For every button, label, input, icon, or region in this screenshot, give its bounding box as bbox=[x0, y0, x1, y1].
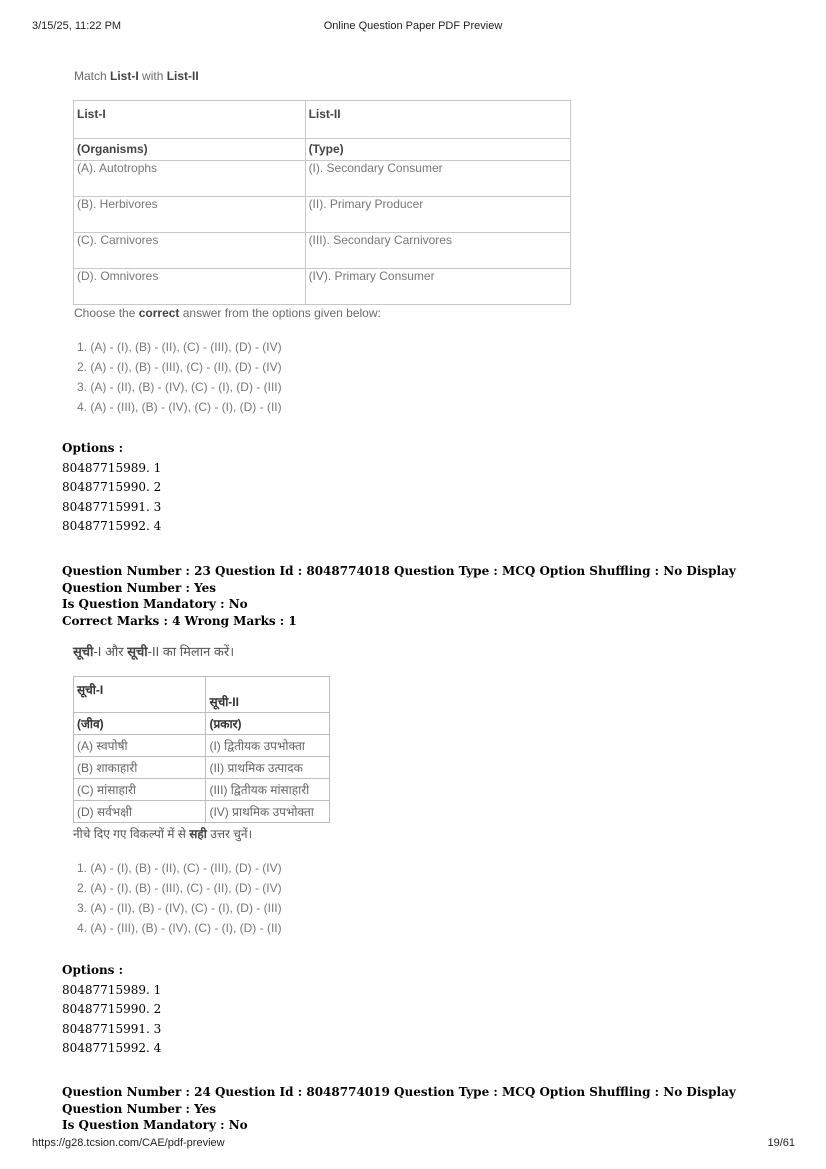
question-24-meta bbox=[62, 1084, 792, 1134]
table-row: (C). Carnivores (III). Secondary Carnivores bbox=[74, 233, 571, 269]
question-22-match-table bbox=[73, 100, 571, 305]
options-label: Options : bbox=[62, 441, 124, 455]
table-row: (C) मांसाहारी (III) द्वितीयक मांसाहारी bbox=[74, 779, 330, 801]
choice-item: 1. (A) - (I), (B) - (II), (C) - (III), (D) - (IV) bbox=[77, 340, 282, 354]
print-url: https://g28.tcsion.com/CAE/pdf-preview bbox=[32, 1137, 225, 1149]
question-23-match-table bbox=[73, 676, 330, 823]
option-item: 80487715992. 4 bbox=[62, 519, 162, 534]
question-23-marks: Correct Marks : 4 Wrong Marks : 1 bbox=[62, 613, 297, 628]
list2-subheader: (Type) bbox=[305, 139, 570, 161]
choice-item: 3. (A) - (II), (B) - (IV), (C) - (I), (D) - (III) bbox=[77, 380, 282, 394]
option-item: 80487715989. 1 bbox=[62, 982, 162, 997]
table-row: (D) सर्वभक्षी (IV) प्राथमिक उपभोक्ता bbox=[74, 801, 330, 823]
table-row: (A). Autotrophs (I). Secondary Consumer bbox=[74, 161, 571, 197]
question-23-meta bbox=[62, 563, 792, 629]
option-item: 80487715992. 4 bbox=[62, 1041, 162, 1056]
choice-item: 3. (A) - (II), (B) - (IV), (C) - (I), (D) - (III) bbox=[77, 901, 282, 915]
table-row: (A) स्वपोषी (I) द्वितीयक उपभोक्ता bbox=[74, 735, 330, 757]
options-label: Options : bbox=[62, 963, 124, 977]
table-row: (B). Herbivores (II). Primary Producer bbox=[74, 197, 571, 233]
question-24-meta-line1: Question Number : 24 Question Id : 8048774019 Question Type : MCQ Option Shuffling : No Display Question Number : Yes bbox=[62, 1085, 736, 1116]
list2-header: List-II bbox=[305, 101, 570, 139]
page-number: 19/61 bbox=[767, 1137, 795, 1149]
question-23-options bbox=[62, 961, 161, 1059]
list2-subheader: (प्रकार) bbox=[206, 713, 330, 735]
question-23-meta-line2: Is Question Mandatory : No bbox=[62, 597, 248, 611]
question-23-instruction: नीचे दिए गए विकल्पों में से सही उत्तर चुनें। bbox=[73, 827, 253, 841]
choice-item: 4. (A) - (III), (B) - (IV), (C) - (I), (D) - (II) bbox=[77, 400, 282, 414]
question-22-options bbox=[62, 439, 161, 537]
list1-header: सूची-I bbox=[74, 677, 206, 713]
option-item: 80487715990. 2 bbox=[62, 480, 162, 495]
option-item: 80487715989. 1 bbox=[62, 460, 162, 475]
question-22-choices bbox=[77, 337, 282, 417]
question-22-lead: Match List-I with List-II bbox=[74, 69, 199, 83]
print-title: Online Question Paper PDF Preview bbox=[323, 20, 503, 32]
question-23-meta-line1: Question Number : 23 Question Id : 8048774018 Question Type : MCQ Option Shuffling : No Display Question Number : Yes bbox=[62, 564, 736, 595]
question-23-choices bbox=[77, 858, 282, 938]
table-row: (B) शाकाहारी (II) प्राथमिक उत्पादक bbox=[74, 757, 330, 779]
option-item: 80487715991. 3 bbox=[62, 499, 162, 514]
question-23-lead: सूची-I और सूची-II का मिलान करें। bbox=[73, 644, 235, 659]
list1-header: List-I bbox=[74, 101, 306, 139]
list2-header: सूची-II bbox=[206, 677, 330, 713]
list1-subheader: (Organisms) bbox=[74, 139, 306, 161]
choice-item: 2. (A) - (I), (B) - (III), (C) - (II), (D) - (IV) bbox=[77, 881, 282, 895]
table-row: (D). Omnivores (IV). Primary Consumer bbox=[74, 269, 571, 305]
choice-item: 1. (A) - (I), (B) - (II), (C) - (III), (D) - (IV) bbox=[77, 861, 282, 875]
question-22-instruction: Choose the correct answer from the options given below: bbox=[74, 306, 381, 320]
choice-item: 2. (A) - (I), (B) - (III), (C) - (II), (D) - (IV) bbox=[77, 360, 282, 374]
print-timestamp: 3/15/25, 11:22 PM bbox=[32, 20, 122, 32]
list1-subheader: (जीव) bbox=[74, 713, 206, 735]
choice-item: 4. (A) - (III), (B) - (IV), (C) - (I), (D) - (II) bbox=[77, 921, 282, 935]
option-item: 80487715990. 2 bbox=[62, 1002, 162, 1017]
option-item: 80487715991. 3 bbox=[62, 1021, 162, 1036]
question-24-meta-line2: Is Question Mandatory : No bbox=[62, 1118, 248, 1132]
